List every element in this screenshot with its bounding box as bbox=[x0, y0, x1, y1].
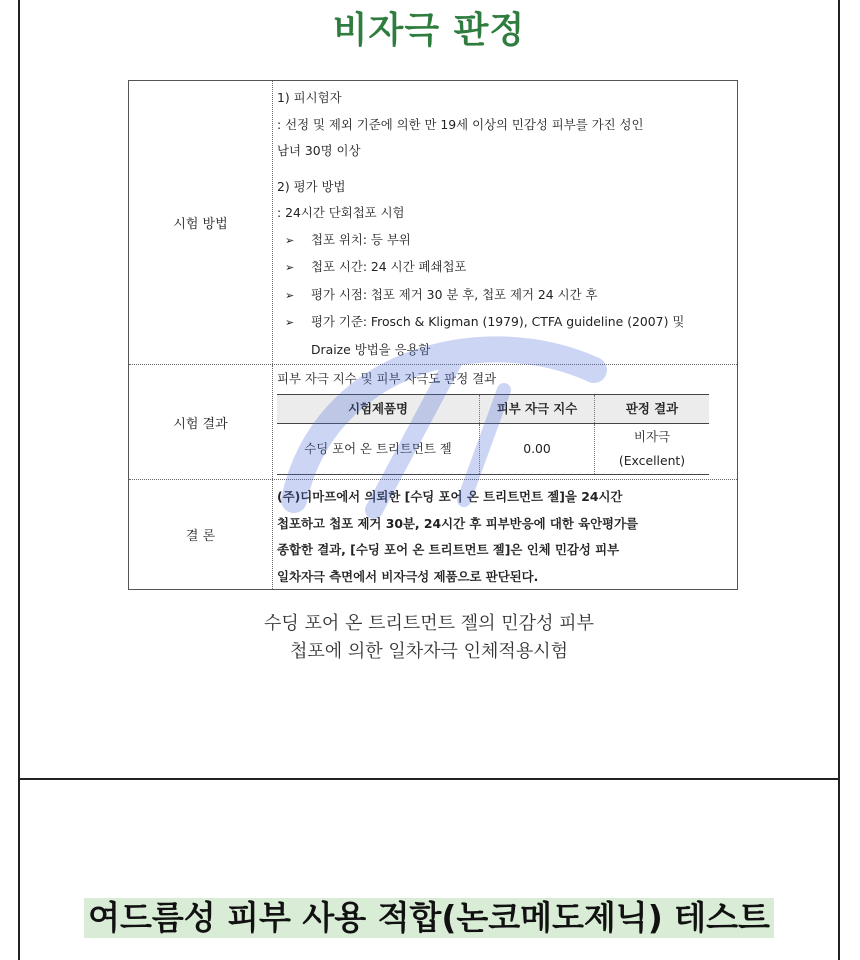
conclusion-row bbox=[129, 480, 737, 589]
conclusion-content: (주)디마프에서 의뢰한 [수딩 포어 온 트리트먼트 젤]을 24시간 첩포하고 첩포 제거 30분, 24시간 후 피부반응에 대한 육안평가를 종합한 결과, [수딩 포어 온 트리트먼트 젤]은 인체 민감성 피부 일차자극 측면에서 비자극성 제품으로 판단된다. bbox=[277, 489, 638, 584]
header-product: 시험제품명 bbox=[277, 395, 480, 424]
subject-text-1: : 선정 및 제외 기준에 의한 만 19세 이상의 민감성 피부를 가진 성인 bbox=[277, 116, 644, 132]
eval-heading: 2) 평가 방법 bbox=[277, 178, 346, 194]
arrow-bullet-icon: ➢ bbox=[285, 233, 295, 247]
method-label: 시험 방법 bbox=[129, 81, 273, 364]
section-title: 여드름성 피부 사용 적합(논코메도제닉) 테스트 bbox=[84, 898, 774, 938]
method-content bbox=[273, 81, 737, 364]
eval-text: : 24시간 단회첩포 시험 bbox=[277, 205, 405, 220]
caption-line-2: 첩포에 의한 일차자극 인체적용시험 bbox=[290, 641, 568, 662]
result-label: 시험 결과 bbox=[129, 365, 273, 479]
subject-heading: 1) 피시험자 bbox=[277, 90, 342, 105]
bullet-item: ➢ 평가 기준: Frosch & Kligman (1979), CTFA guideline (2007) 및 bbox=[277, 309, 731, 337]
test-report-document bbox=[128, 80, 738, 590]
top-panel bbox=[18, 0, 840, 780]
arrow-bullet-icon: ➢ bbox=[285, 261, 295, 274]
subject-text-2: 남녀 30명 이상 bbox=[277, 143, 361, 158]
product-name: 수딩 포어 온 트리트먼트 젤 bbox=[277, 424, 480, 475]
header-judgement: 판정 결과 bbox=[595, 395, 710, 424]
table-row bbox=[277, 424, 709, 475]
bottom-panel bbox=[18, 780, 840, 960]
arrow-bullet-icon: ➢ bbox=[285, 316, 295, 329]
bullet-continuation: Draize 방법을 응용함 bbox=[311, 341, 431, 357]
arrow-bullet-icon: ➢ bbox=[285, 288, 295, 302]
caption bbox=[20, 610, 838, 666]
irritation-index: 0.00 bbox=[480, 424, 595, 475]
conclusion-label: 결 론 bbox=[129, 480, 273, 589]
bullet-item: ➢ 첩포 위치: 등 부위 bbox=[277, 227, 731, 255]
caption-line-1: 수딩 포어 온 트리트먼트 젤의 민감성 피부 bbox=[264, 613, 594, 634]
bullet-item: ➢ 평가 시점: 첩포 제거 30 분 후, 첩포 제거 24 시간 후 bbox=[277, 282, 731, 310]
section-title-wrap bbox=[20, 898, 838, 938]
judgement-result: 비자극 (Excellent) bbox=[595, 424, 710, 475]
result-content bbox=[273, 365, 737, 479]
result-row bbox=[129, 365, 737, 480]
method-row bbox=[129, 81, 737, 365]
header-index: 피부 자극 지수 bbox=[480, 395, 595, 424]
result-table-header bbox=[277, 395, 709, 424]
page-title: 비자극 판정 bbox=[332, 10, 526, 51]
result-table bbox=[277, 394, 709, 475]
result-intro: 피부 자극 지수 및 피부 자극도 판정 결과 bbox=[277, 371, 497, 386]
bullet-item: ➢ 첩포 시간: 24 시간 폐쇄첩포 bbox=[277, 254, 731, 282]
